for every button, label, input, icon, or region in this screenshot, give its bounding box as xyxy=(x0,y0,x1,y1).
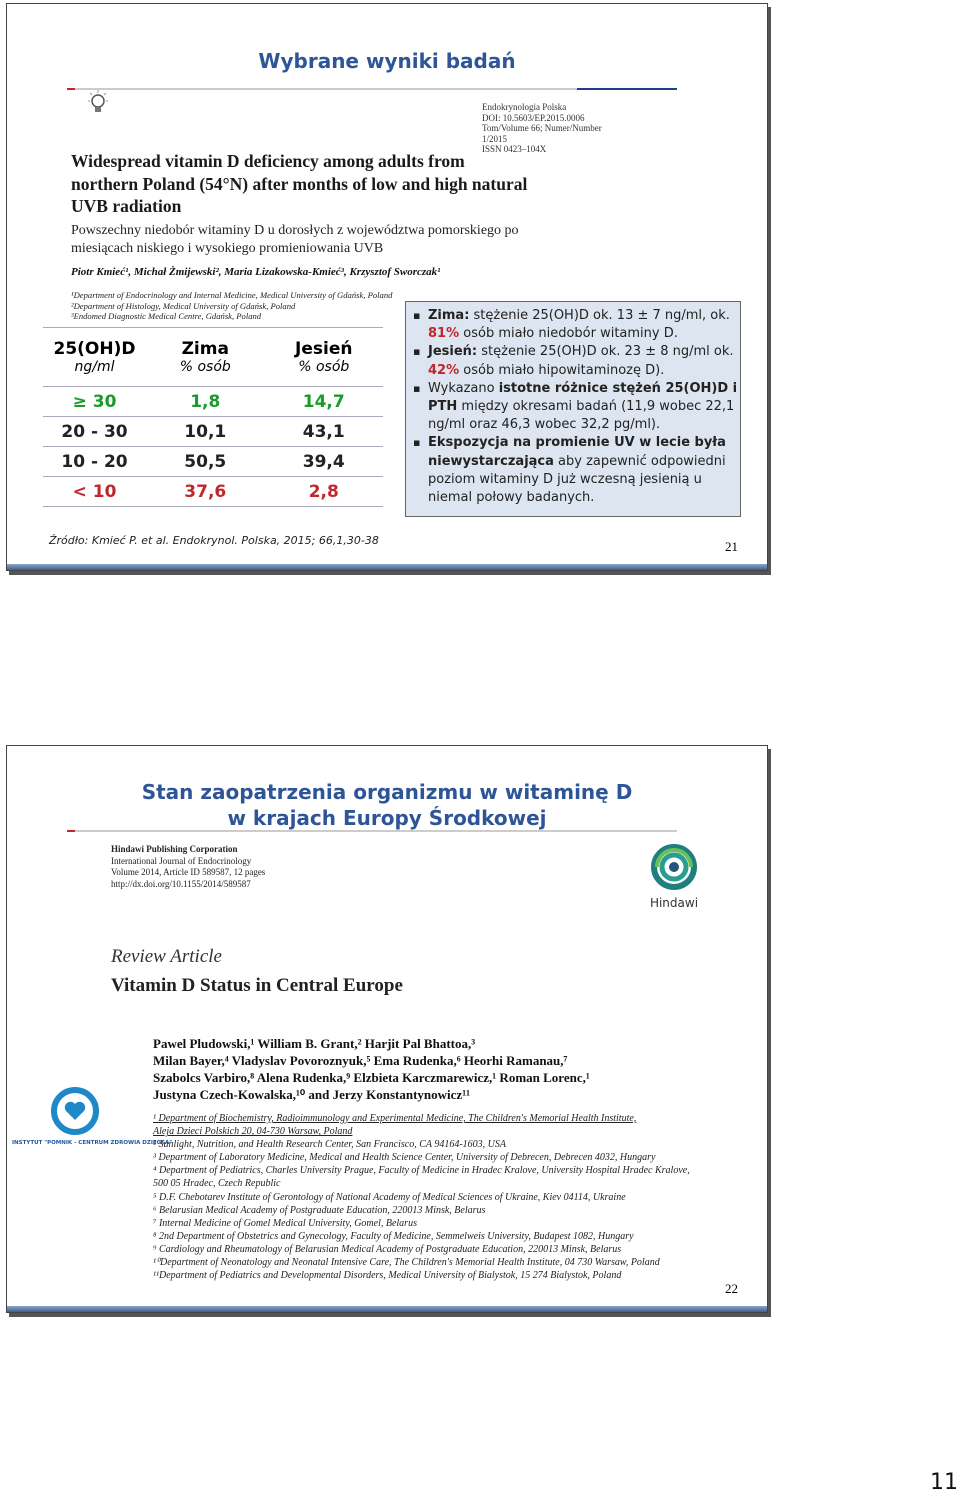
institute-logo: INSTYTUT "POMNIK - CENTRUM ZDROWIA DZIECKA" xyxy=(12,1086,152,1146)
slide-bottom-bar xyxy=(7,564,767,570)
article-authors: Pawel Pludowski,¹ William B. Grant,² Harjit Pal Bhattoa,³ Milan Bayer,⁴ Vladyslav Povoroznyuk,⁵ Ema Rudenka,⁶ Heorhi Ramanau,⁷ Szabolcs Varbiro,⁸ Alena Rudenka,⁹ Elzbieta Karczmarewicz,¹ Roman Lorenc,¹ Justyna Czech-Kowalska,¹⁰ and Jerzy Konstantynowicz¹¹ xyxy=(153,1036,590,1102)
slide-title: Wybrane wyniki badań xyxy=(258,49,516,73)
article-title: Vitamin D Status in Central Europe xyxy=(111,975,403,996)
findings-box xyxy=(405,301,741,517)
paper-title-pl: Powszechny niedobór witaminy D u dorosłych z województwa pomorskiego po miesiącach niskiego i wysokiego promieniowania UVB xyxy=(71,223,519,256)
header-jesien: Jesień % osób xyxy=(265,328,384,387)
bullet-exposure: ▪ Ekspozycja na promienie UV w lecie była niewystarczająca aby zapewnić odpowiedni poziom witaminy D już wczesną jesienią u niemal połowy badanych. xyxy=(428,434,740,507)
title-rule xyxy=(67,88,677,90)
header-25ohd: 25(OH)D ng/ml xyxy=(43,328,146,387)
slide-21 xyxy=(6,3,768,571)
title-rule xyxy=(67,830,677,832)
paper-title-en: Widespread vitamin D deficiency among adults from northern Poland (54°N) after months of low and high natural UVB radiation xyxy=(71,151,528,216)
article-type: Review Article xyxy=(111,946,222,967)
paper-authors: Piotr Kmieć¹, Michał Żmijewski², Maria Lizakowska-Kmieć³, Krzysztof Sworczak¹ xyxy=(71,266,441,278)
hindawi-logo: Hindawi xyxy=(639,842,709,910)
page-number: 11 xyxy=(930,1470,958,1495)
paper-affiliations: ¹Department of Endocrinology and Internal Medicine, Medical University of Gdańsk, Poland ²Department of Histology, Medical University of Gdańsk, Poland ³Endomed Diagnostic Medical Centre, Gdańsk, Poland xyxy=(71,290,393,321)
slide-bottom-bar xyxy=(7,1306,767,1312)
results-table xyxy=(43,327,383,507)
slide-title: Stan zaopatrzenia organizmu w witaminę D w krajach Europy Środkowej xyxy=(141,780,633,830)
table-header-row xyxy=(43,328,383,387)
table-row: 10 - 20 50,5 39,4 xyxy=(43,447,383,477)
heart-logo-icon xyxy=(50,1086,100,1136)
header-zima: Zima % osób xyxy=(146,328,264,387)
bullet-zima: ▪ Zima: stężenie 25(OH)D ok. 13 ± 7 ng/ml, ok. 81% osób miało niedobór witaminy D. xyxy=(428,307,740,343)
slide-number: 22 xyxy=(725,1281,738,1296)
source-citation: Źródło: Kmieć P. et al. Endokrynol. Polska, 2015; 66,1,30-38 xyxy=(49,534,379,547)
article-affiliations: ¹ Department of Biochemistry, Radioimmunology and Experimental Medicine, The Children's Memorial Health Institute, Aleja Dzieci Polskich 20, 04-730 Warsaw, Poland ² Sunlight, Nutrition, and Health Research Center, San Francisco, CA 94164-1603, USA ³ Department of Laboratory Medicine, Medical and Health Science Center, University of Debrecen, Debrecen 4032, Hungary ⁴ Department of Pediatrics, Charles University Prague, Faculty of Medicine in Hradec Kralove, University Hospital Hradec Kralove, 500 05 Hradec, Czech Republic ⁵ D.F. Chebotarev Institute of Gerontology of National Academy of Medical Sciences of Ukraine, Kiev 04114, Ukraine ⁶ Belarusian Medical Academy of Postgraduate Education, 220013 Minsk, Belarus ⁷ Internal Medicine of Gomel Medical University, Gomel, Belarus ⁸ 2nd Department of Obstetrics and Gynecology, Faculty of Medicine, Semmelweis University, Budapest 1082, Hungary ⁹ Cardiology and Rheumatology of Belarusian Medical Academy of Postgraduate Education, 220013 Minsk, Belarus ¹⁰Department of Neonatology and Neonatal Intensive Care, The Children's Memorial Health Institute, 04 730 Warsaw, Poland ¹¹Department of Pediatrics and Developmental Disorders, Medical University of Bialystok, 15 274 Bialystok, Poland xyxy=(153,1113,690,1282)
table-row: 20 - 30 10,1 43,1 xyxy=(43,417,383,447)
table-row: < 10 37,6 2,8 xyxy=(43,477,383,507)
lightbulb-icon xyxy=(85,89,111,123)
bullet-differences: ▪ Wykazano istotne różnice stężeń 25(OH)D i PTH między okresami badań (11,9 wobec 22,1 ng/ml oraz 46,3 wobec 32,2 pg/ml). xyxy=(428,380,740,435)
slide-22 xyxy=(6,745,768,1313)
slide-number: 21 xyxy=(725,539,738,554)
bullet-jesien: ▪ Jesień: stężenie 25(OH)D ok. 23 ± 8 ng/ml ok. 42% osób miało hipowitaminozę D). xyxy=(428,343,740,379)
paper-journal-meta: Endokrynologia Polska DOI: 10.5603/EP.2015.0006 Tom/Volume 66; Numer/Number 1/2015 ISSN 0423–104X xyxy=(482,102,602,154)
hindawi-logo-icon xyxy=(639,842,709,892)
publisher-meta: Hindawi Publishing Corporation International Journal of Endocrinology Volume 2014, Article ID 589587, 12 pages http://dx.doi.org/10.1155/2014/589587 xyxy=(111,844,266,889)
table-row: ≥ 30 1,8 14,7 xyxy=(43,387,383,417)
